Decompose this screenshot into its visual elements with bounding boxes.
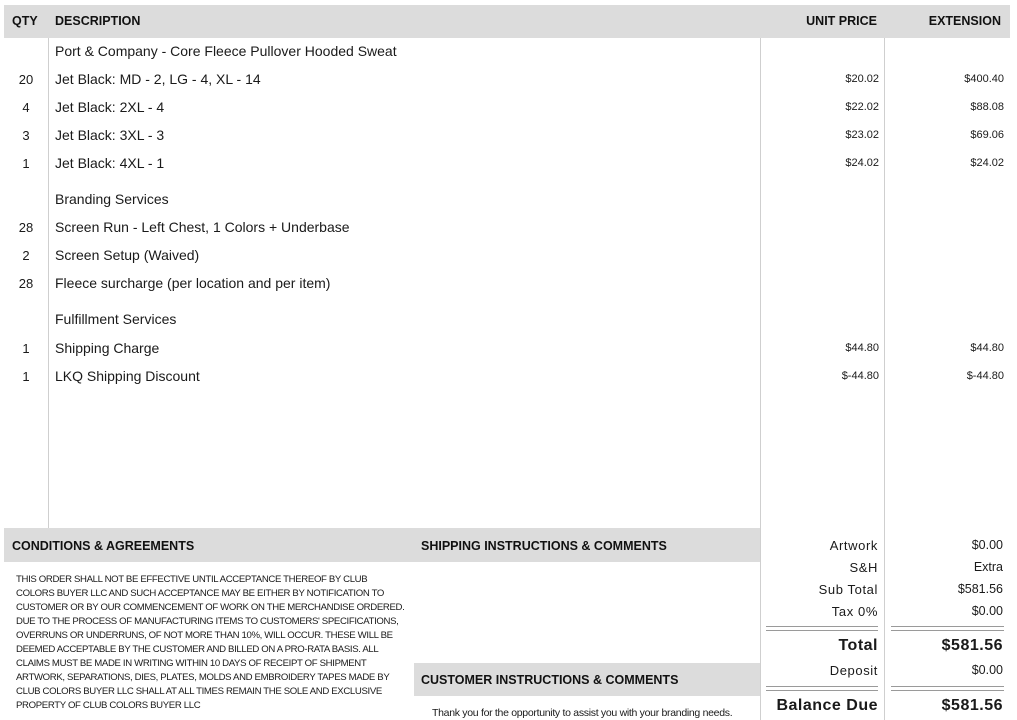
tax-value: $0.00 [971, 604, 1003, 618]
row-qty: 1 [22, 156, 30, 171]
totals-divider-right [884, 528, 885, 720]
unit-price-divider [760, 38, 761, 528]
total-rule [766, 626, 878, 631]
row-extension: $24.02 [970, 157, 1004, 169]
qty-divider [48, 38, 49, 528]
customer-title: CUSTOMER INSTRUCTIONS & COMMENTS [421, 673, 679, 687]
row-qty: 2 [22, 248, 30, 263]
total-rule [891, 626, 1004, 631]
row-extension: $69.06 [970, 129, 1004, 141]
balance-value: $581.56 [941, 697, 1003, 714]
balance-rule [766, 686, 878, 691]
artwork-label: Artwork [829, 538, 878, 553]
conditions-title: CONDITIONS & AGREEMENTS [12, 539, 195, 553]
row-qty: 1 [22, 341, 30, 356]
row-description: Jet Black: MD - 2, LG - 4, XL - 14 [55, 71, 261, 87]
row-unit-price: $23.02 [845, 129, 879, 141]
row-extension: $88.08 [970, 101, 1004, 113]
section-heading: Branding Services [55, 191, 169, 207]
extension-divider [884, 38, 885, 528]
row-unit-price: $24.02 [845, 157, 879, 169]
row-description: Jet Black: 3XL - 3 [55, 127, 165, 143]
row-unit-price: $44.80 [845, 342, 879, 354]
row-qty: 1 [22, 369, 30, 384]
row-description: Fleece surcharge (per location and per item) [55, 275, 331, 291]
row-description: Screen Run - Left Chest, 1 Colors + Underbase [55, 219, 350, 235]
row-unit-price: $20.02 [845, 73, 879, 85]
sh-label: S&H [849, 560, 878, 575]
row-description: LKQ Shipping Discount [55, 368, 200, 384]
row-qty: 20 [18, 72, 34, 87]
row-qty: 4 [22, 100, 30, 115]
row-unit-price: $22.02 [845, 101, 879, 113]
row-description: Port & Company - Core Fleece Pullover Hooded Sweat [55, 43, 397, 59]
row-extension: $44.80 [970, 342, 1004, 354]
row-unit-price: $-44.80 [841, 370, 879, 382]
extension-header: EXTENSION [928, 14, 1001, 28]
shipping-title: SHIPPING INSTRUCTIONS & COMMENTS [421, 539, 667, 553]
subtotal-label: Sub Total [818, 582, 878, 597]
section-heading: Fulfillment Services [55, 311, 177, 327]
row-qty: 28 [18, 220, 34, 235]
row-extension: $-44.80 [966, 370, 1004, 382]
subtotal-value: $581.56 [957, 582, 1003, 596]
row-description: Shipping Charge [55, 340, 160, 356]
row-qty: 28 [18, 276, 34, 291]
deposit-value: $0.00 [971, 663, 1003, 677]
totals-divider-left [760, 528, 761, 720]
conditions-text: THIS ORDER SHALL NOT BE EFFECTIVE UNTIL ACCEPTANCE THEREOF BY CLUB COLORS BUYER LLC AND SUCH ACCEPTANCE MAY BE EITHER BY NOTIFICATION TO CUSTOMER OR BY OUR COMMENCEMENT OF WORK ON THE MERCHANDISE ORDERED. DUE TO THE PROCESS OF MANUFACTURING ITEMS TO CUSTOMERS' SPECIFICATIONS, OVERRUNS OR UNDERRUNS, OF NOT MORE THAN 10%, WILL OCCUR. THESE WILL BE DEEMED ACCEPTABLE BY THE CUSTOMER AND BILLED ON A PRO-RATA BASIS. ALL CLAIMS MUST BE MADE IN WRITING WITHIN 10 DAYS OF RECEIPT OF SHIPMENT ARTWORK, SEPARATIONS, DIES, PLATES, MOLDS AND EMBROIDERY TAPES MADE BY CLUB COLORS BUYER LLC SHALL AT ALL TIMES REMAIN THE SOLE AND EXCLUSIVE PROPERTY OF CLUB COLORS BUYER LLC [16, 574, 405, 711]
deposit-label: Deposit [829, 663, 878, 678]
total-value: $581.56 [941, 637, 1003, 654]
row-qty: 3 [22, 128, 30, 143]
row-description: Screen Setup (Waived) [55, 247, 200, 263]
artwork-value: $0.00 [971, 538, 1003, 552]
balance-label: Balance Due [776, 697, 878, 714]
row-description: Jet Black: 4XL - 1 [55, 155, 165, 171]
balance-rule [891, 686, 1004, 691]
row-description: Jet Black: 2XL - 4 [55, 99, 165, 115]
unit-price-header: UNIT PRICE [806, 14, 877, 28]
tax-label: Tax 0% [831, 604, 878, 619]
description-header: DESCRIPTION [55, 14, 141, 28]
thank-you-note: Thank you for the opportunity to assist you with your branding needs. [432, 707, 733, 719]
qty-header: QTY [12, 14, 38, 28]
total-label: Total [838, 637, 878, 654]
sh-value: Extra [973, 560, 1003, 574]
row-extension: $400.40 [964, 73, 1004, 85]
